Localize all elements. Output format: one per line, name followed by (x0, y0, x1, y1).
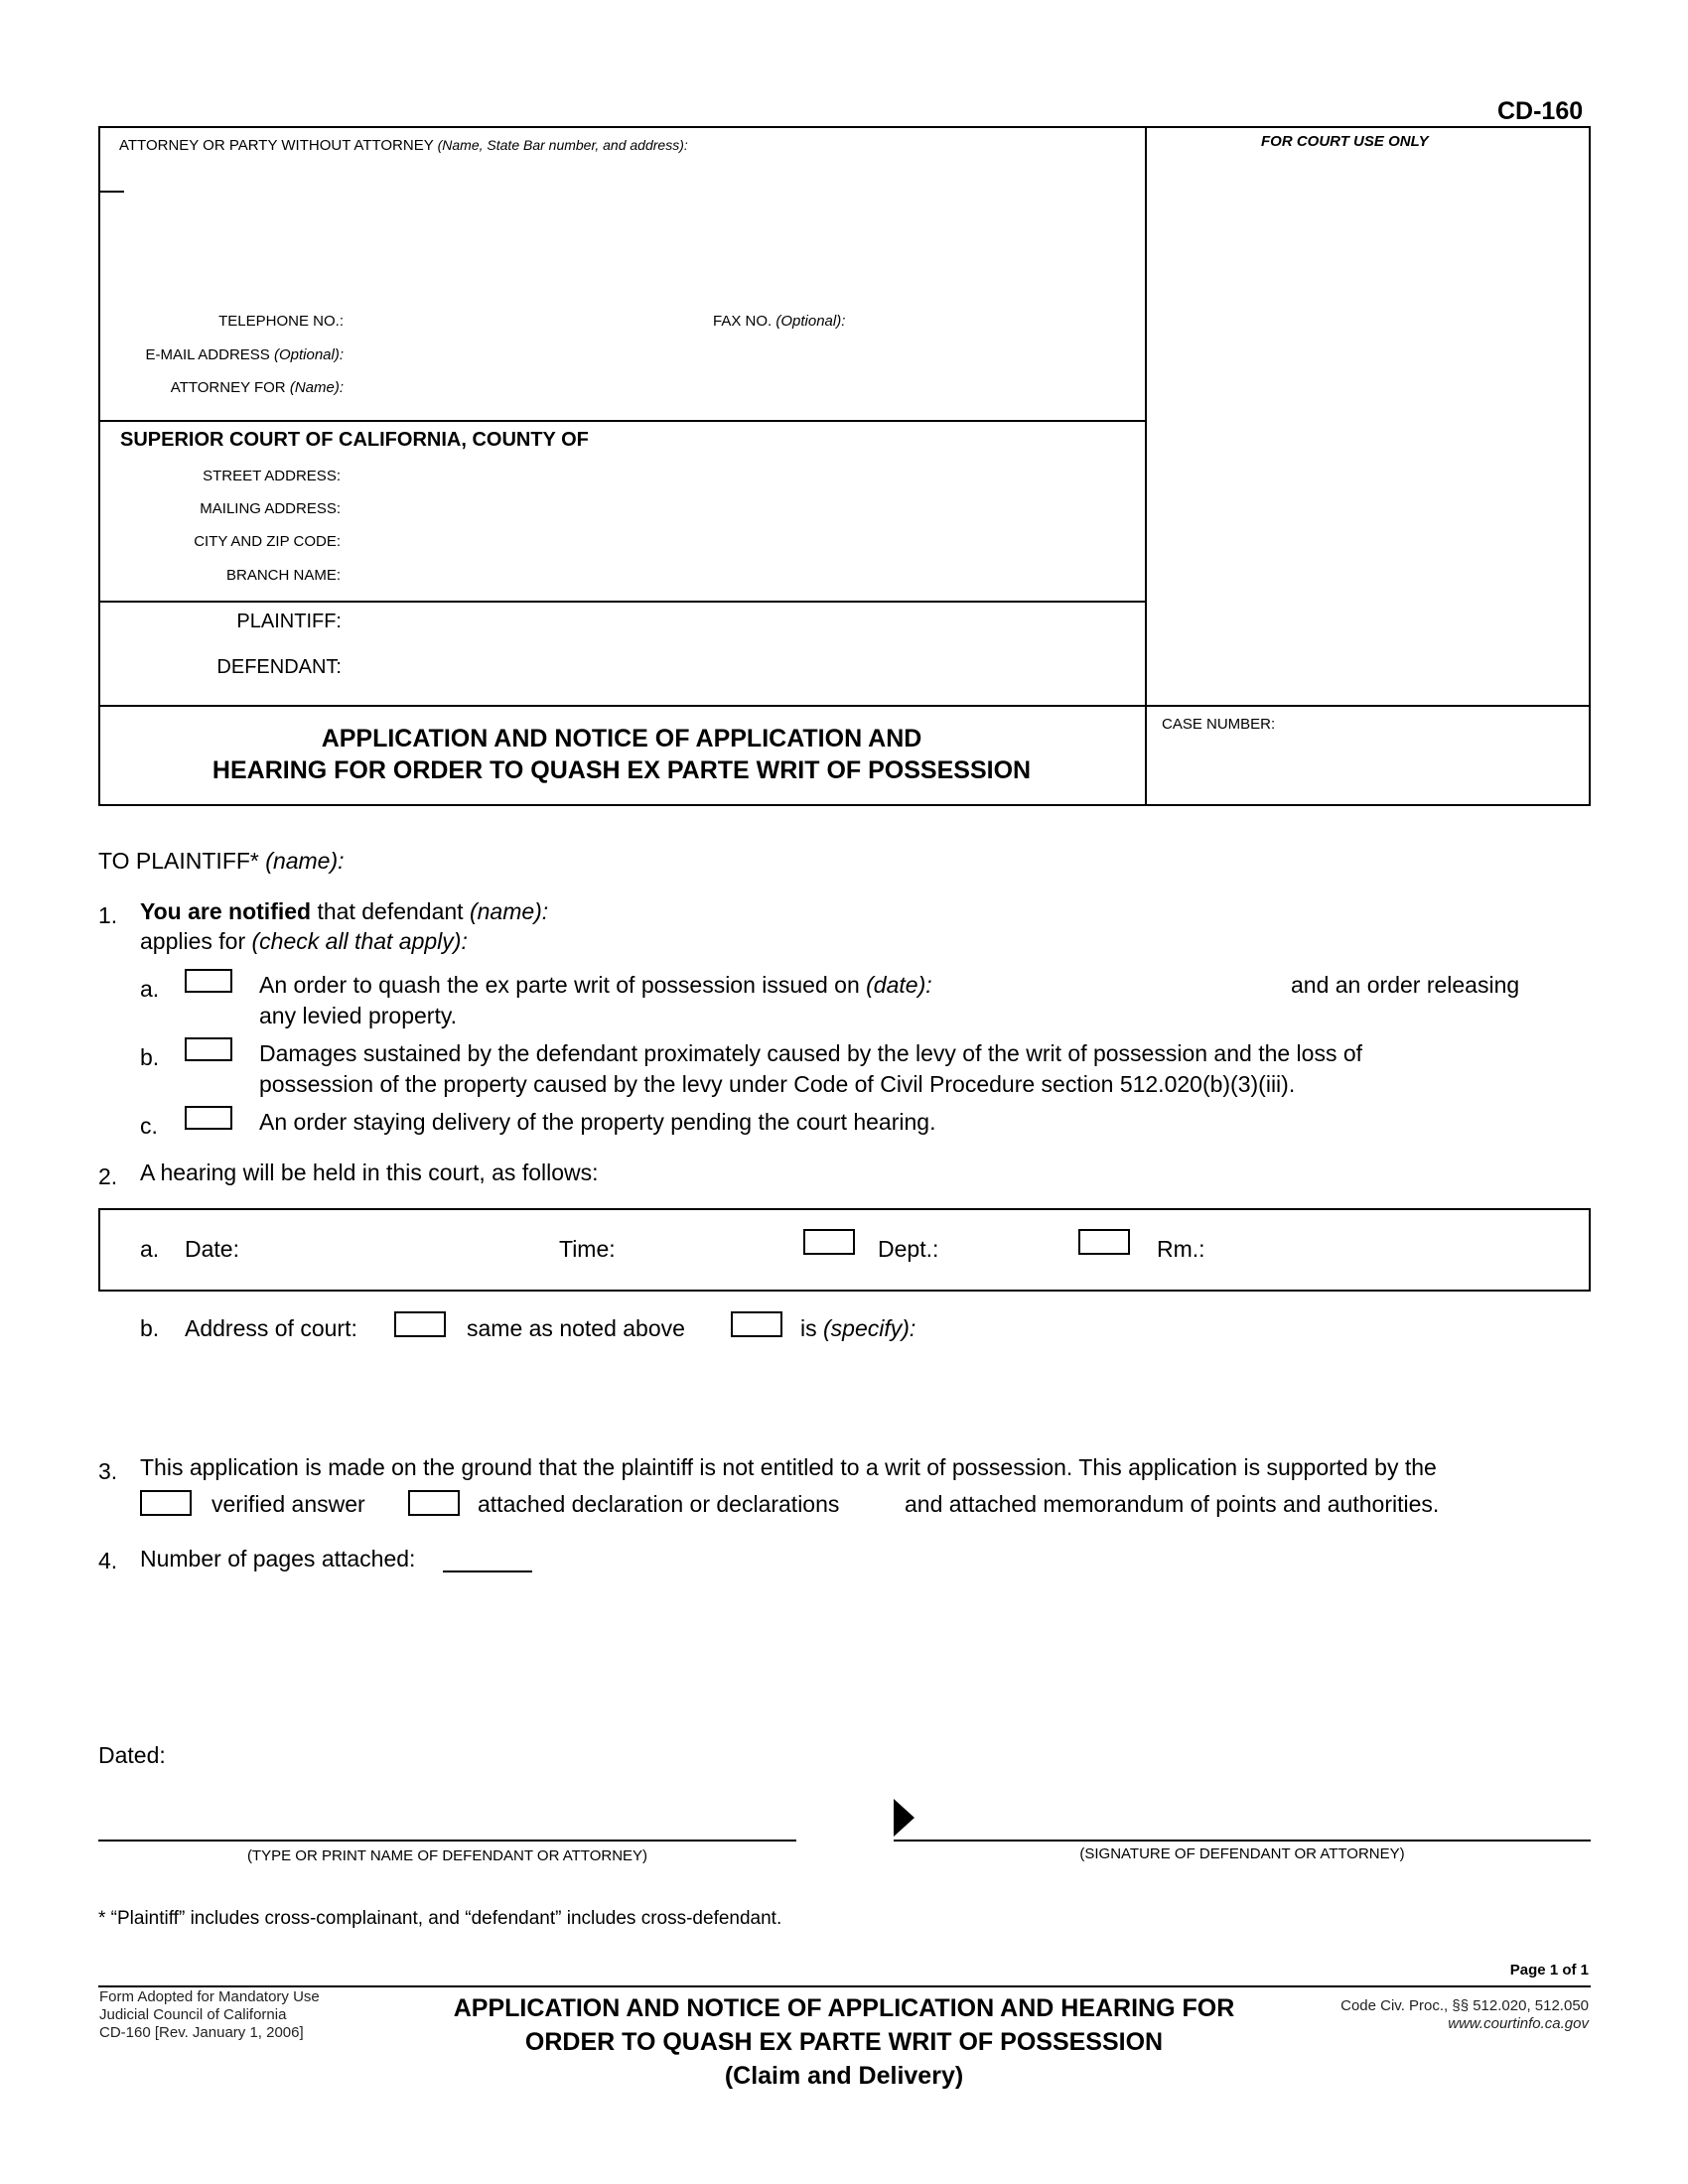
item1a-checkbox[interactable] (185, 969, 232, 993)
mailing-label: MAILING ADDRESS: (200, 500, 341, 517)
street-field[interactable] (350, 464, 1124, 485)
attorney-for-field[interactable] (350, 375, 1124, 397)
item1a-letter: a. (140, 976, 160, 1002)
page-number: Page 1 of 1 (1509, 1962, 1589, 1979)
hearing-date-label: Date: (185, 1236, 239, 1262)
attorney-name-field[interactable] (109, 195, 1122, 284)
hearing-a-letter: a. (140, 1236, 160, 1262)
form-title: APPLICATION AND NOTICE OF APPLICATION AND HEARING FOR ORDER TO QUASH EX PARTE WRIT OF POSSESSION (211, 725, 1032, 784)
address-specify-label: is (specify): (800, 1315, 916, 1341)
case-number-field[interactable] (1162, 740, 1579, 789)
item3-number: 3. (98, 1458, 118, 1484)
pages-attached-field[interactable] (443, 1541, 532, 1569)
item1a-right: and an order releasing (1291, 972, 1520, 998)
defendant-field[interactable] (350, 654, 1124, 680)
mailing-field[interactable] (350, 496, 1124, 518)
signature-arrow-icon (894, 1799, 914, 1837)
footer-code: Code Civ. Proc., §§ 512.020, 512.050 www.courtinfo.ca.gov (1340, 1997, 1589, 2032)
print-name-field[interactable] (98, 1802, 796, 1838)
pages-attached-line (443, 1570, 532, 1572)
item1c-checkbox[interactable] (185, 1106, 232, 1130)
signature-caption: (SIGNATURE OF DEFENDANT OR ATTORNEY) (1079, 1845, 1405, 1862)
item1b-line1: Damages sustained by the defendant proximately caused by the levy of the writ of possession and the loss of (259, 1040, 1363, 1066)
fax-label: FAX NO. (Optional): (713, 313, 846, 330)
footer-title: APPLICATION AND NOTICE OF APPLICATION AND HEARING FOR ORDER TO QUASH EX PARTE WRIT OF POSSESSION (Claim and Delivery) (453, 1994, 1235, 2090)
item1b-checkbox[interactable] (185, 1037, 232, 1061)
item2-text: A hearing will be held in this court, as follows: (140, 1160, 599, 1185)
hearing-dept-checkbox[interactable] (803, 1229, 855, 1255)
item4-number: 4. (98, 1548, 118, 1573)
hearing-dept-label: Dept.: (878, 1236, 939, 1262)
plaintiff-field[interactable] (350, 609, 1124, 634)
court-use-only: FOR COURT USE ONLY (1261, 133, 1429, 150)
item3-line1: This application is made on the ground that the plaintiff is not entitled to a writ of possession. This application is supported by the (140, 1454, 1437, 1480)
item1-text: You are notified that defendant (name): (140, 898, 549, 924)
caption-rule-1 (98, 420, 1146, 422)
item1a-line2: any levied property. (259, 1003, 458, 1028)
attorney-for-label: ATTORNEY FOR (Name): (170, 379, 344, 396)
hearing-b-letter: b. (140, 1315, 160, 1341)
defendant-name-field[interactable] (596, 896, 1589, 924)
case-number-label: CASE NUMBER: (1162, 716, 1276, 733)
signature-line (894, 1840, 1591, 1842)
item4-text: Number of pages attached: (140, 1546, 416, 1571)
hearing-room-field[interactable] (1221, 1231, 1569, 1261)
memorandum-label: and attached memorandum of points and authorities. (905, 1491, 1440, 1517)
item1c-text: An order staying delivery of the property pending the court hearing. (259, 1109, 936, 1135)
declaration-checkbox[interactable] (408, 1490, 460, 1516)
address-specify-field[interactable] (933, 1310, 1579, 1410)
item1b-letter: b. (140, 1044, 160, 1070)
print-name-line (98, 1840, 796, 1842)
fax-field[interactable] (864, 309, 1132, 331)
item1a-text: An order to quash the ex parte writ of possession issued on (date): (259, 972, 932, 998)
email-field[interactable] (350, 342, 1124, 364)
caption-rule-3 (98, 705, 1591, 707)
dated-field[interactable] (189, 1739, 685, 1767)
hearing-room-label: Rm.: (1157, 1236, 1205, 1262)
verified-answer-label: verified answer (211, 1491, 365, 1517)
hearing-room-checkbox[interactable] (1078, 1229, 1130, 1255)
item2-number: 2. (98, 1163, 118, 1189)
item1c-letter: c. (140, 1113, 158, 1139)
to-plaintiff-name-field[interactable] (377, 846, 1589, 874)
form-adopted: Form Adopted for Mandatory Use Judicial Council of California CD-160 [Rev. January 1, 2006] (99, 1988, 320, 2041)
signature-field[interactable] (923, 1797, 1589, 1837)
street-label: STREET ADDRESS: (203, 468, 341, 484)
item1-applies: applies for (check all that apply): (140, 928, 468, 954)
court-use-area (1152, 159, 1584, 700)
hearing-time-label: Time: (559, 1236, 616, 1262)
print-name-caption: (TYPE OR PRINT NAME OF DEFENDANT OR ATTORNEY) (246, 1847, 648, 1864)
email-label: E-MAIL ADDRESS (Optional): (145, 346, 344, 363)
footnote: * “Plaintiff” includes cross-complainant, and “defendant” includes cross-defendant. (98, 1908, 782, 1929)
caption-rule-2 (98, 601, 1146, 603)
verified-answer-checkbox[interactable] (140, 1490, 192, 1516)
address-same-checkbox[interactable] (394, 1311, 446, 1337)
plaintiff-label: PLAINTIFF: (236, 611, 342, 632)
form-id: CD-160 (1497, 97, 1584, 125)
address-specify-checkbox[interactable] (731, 1311, 782, 1337)
dated-label: Dated: (98, 1742, 166, 1768)
hearing-date-field[interactable] (258, 1231, 546, 1261)
telephone-label: TELEPHONE NO.: (218, 313, 344, 330)
court-title: SUPERIOR COURT OF CALIFORNIA, COUNTY OF (120, 429, 589, 451)
to-plaintiff: TO PLAINTIFF* (name): (98, 848, 345, 874)
attorney-label: ATTORNEY OR PARTY WITHOUT ATTORNEY (Name, State Bar number, and address): (119, 137, 688, 154)
telephone-field[interactable] (350, 309, 697, 331)
footer-rule (98, 1985, 1591, 1987)
hearing-dept-field[interactable] (953, 1231, 1072, 1261)
item1b-line2: possession of the property caused by the levy under Code of Civil Procedure section 512.020(b)(3)(iii). (259, 1071, 1296, 1097)
defendant-label: DEFENDANT: (216, 656, 342, 678)
branch-label: BRANCH NAME: (225, 567, 341, 584)
city-zip-label: CITY AND ZIP CODE: (194, 533, 341, 550)
address-same-label: same as noted above (467, 1315, 685, 1341)
address-of-court-label: Address of court: (185, 1315, 357, 1341)
attorney-field-mark (100, 191, 124, 193)
declaration-label: attached declaration or declarations (478, 1491, 840, 1517)
county-field[interactable] (645, 427, 1132, 451)
branch-field[interactable] (350, 563, 1124, 585)
item1-number: 1. (98, 902, 118, 928)
writ-issued-date-field[interactable] (1003, 970, 1281, 998)
hearing-time-field[interactable] (626, 1231, 794, 1261)
city-zip-field[interactable] (350, 529, 1124, 551)
